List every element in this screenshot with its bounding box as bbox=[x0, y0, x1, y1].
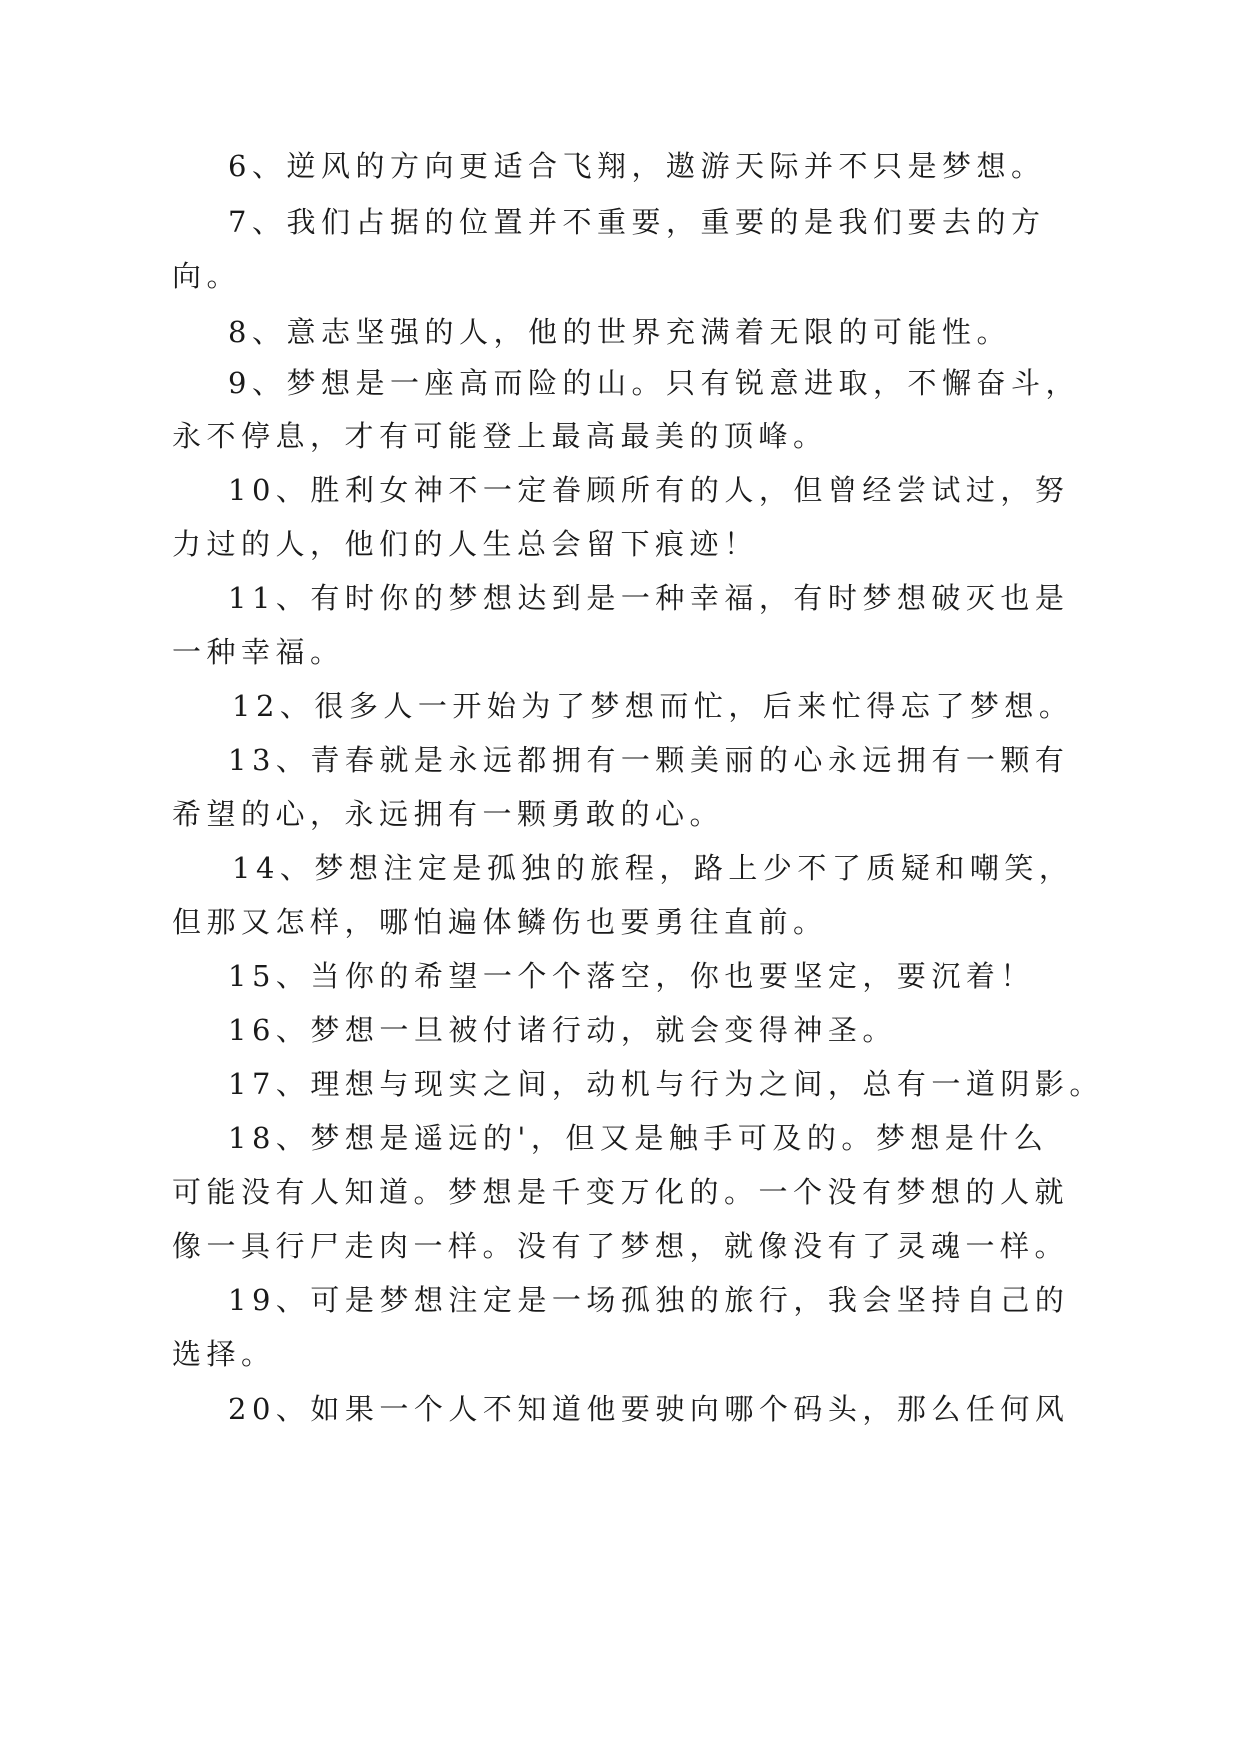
text-line: 8、意志坚强的人，他的世界充满着无限的可能性。 bbox=[228, 315, 1011, 349]
text-line: 13、青春就是永远都拥有一颗美丽的心永远拥有一颗有 bbox=[228, 743, 1070, 777]
text-line: 一种幸福。 bbox=[172, 635, 345, 669]
text-line: 但那又怎样，哪怕遍体鳞伤也要勇往直前。 bbox=[172, 905, 828, 939]
text-line: 7、我们占据的位置并不重要，重要的是我们要去的方 bbox=[228, 205, 1046, 239]
text-line: 19、可是梦想注定是一场孤独的旅行，我会坚持自己的 bbox=[228, 1283, 1070, 1317]
text-line: 14、梦想注定是孤独的旅程，路上少不了质疑和嘲笑， bbox=[232, 851, 1074, 885]
text-line: 6、逆风的方向更适合飞翔，遨游天际并不只是梦想。 bbox=[228, 149, 1046, 183]
text-line: 15、当你的希望一个个落空，你也要坚定，要沉着！ bbox=[228, 959, 1035, 993]
text-line: 选择。 bbox=[172, 1337, 276, 1371]
text-line: 9、梦想是一座高而险的山。只有锐意进取，不懈奋斗， bbox=[228, 366, 1080, 400]
text-line: 永不停息，才有可能登上最高最美的顶峰。 bbox=[172, 419, 828, 453]
text-line: 17、理想与现实之间，动机与行为之间，总有一道阴影。 bbox=[228, 1067, 1104, 1101]
text-line: 向。 bbox=[172, 259, 242, 293]
text-line: 可能没有人知道。梦想是千变万化的。一个没有梦想的人就 bbox=[172, 1175, 1070, 1209]
text-line: 11、有时你的梦想达到是一种幸福，有时梦想破灭也是 bbox=[228, 581, 1070, 615]
text-line: 16、梦想一旦被付诸行动，就会变得神圣。 bbox=[228, 1013, 897, 1047]
text-line: 10、胜利女神不一定眷顾所有的人，但曾经尝试过，努 bbox=[228, 473, 1070, 507]
text-line: 18、梦想是遥远的'，但又是触手可及的。梦想是什么 bbox=[228, 1121, 1049, 1155]
text-line: 12、很多人一开始为了梦想而忙，后来忙得忘了梦想。 bbox=[232, 689, 1074, 723]
text-line: 像一具行尸走肉一样。没有了梦想，就像没有了灵魂一样。 bbox=[172, 1229, 1070, 1263]
text-line: 希望的心，永远拥有一颗勇敢的心。 bbox=[172, 797, 725, 831]
text-line: 20、如果一个人不知道他要驶向哪个码头，那么任何风 bbox=[228, 1392, 1070, 1426]
text-line: 力过的人，他们的人生总会留下痕迹！ bbox=[172, 527, 759, 561]
